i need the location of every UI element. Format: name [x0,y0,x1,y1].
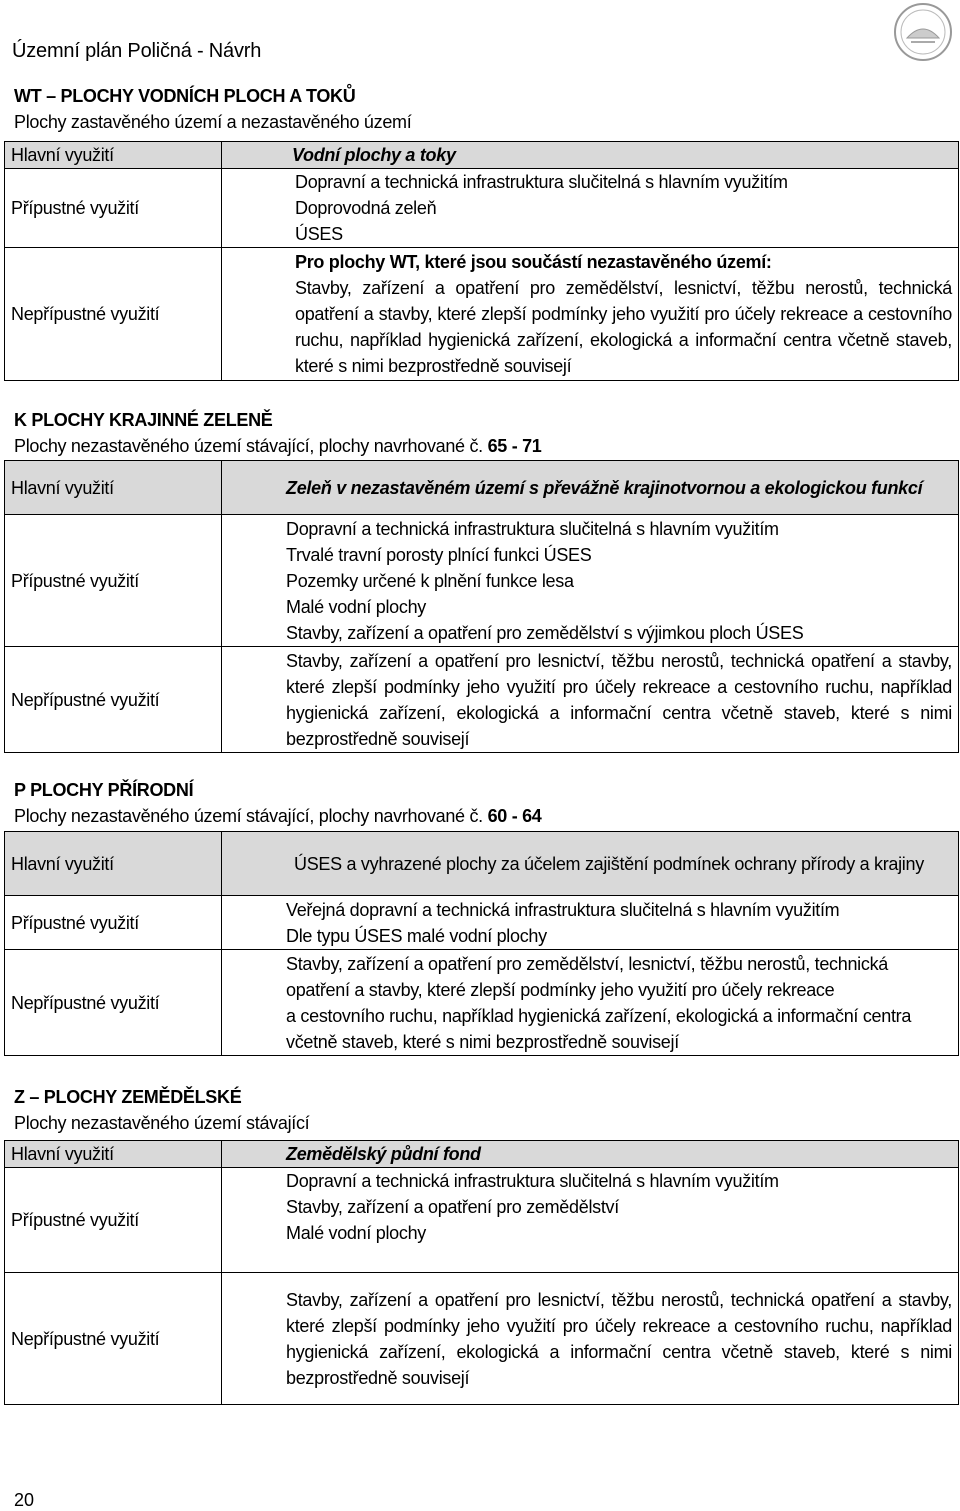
section-wt-subtitle: Plochy zastavěného území a nezastavěného území [14,112,412,132]
main-use-value: Zemědělský půdní fond [222,1141,959,1168]
section-z-subtitle: Plochy nezastavěného území stávající [14,1113,310,1133]
main-use-value: Zeleň v nezastavěném území s převážně krajinotvornou a ekologickou funkcí [222,461,959,515]
municipal-seal-logo [893,2,953,62]
forbidden-use-label: Nepřípustné využití [5,248,222,381]
list-item: Dle typu ÚSES malé vodní plochy [286,925,547,946]
list-item: Doprovodná zeleň [295,198,437,218]
section-k-subtitle: Plochy nezastavěného území stávající, plochy navrhované č. 65 - 71 [14,436,542,456]
page-number: 20 [14,1490,35,1510]
section-z-table [4,1140,959,1405]
allowed-use-list [222,896,959,950]
main-use-value: ÚSES a vyhrazené plochy za účelem zajištění podmínek ochrany přírody a krajiny [222,832,959,896]
list-item: Malé vodní plochy [286,1223,426,1243]
main-use-label: Hlavní využití [5,142,222,169]
allowed-use-list [222,169,959,248]
section-k-table [4,460,959,753]
allowed-use-list [222,1168,959,1273]
list-item: Dopravní a technická infrastruktura slučitelná s hlavním využitím [286,1171,779,1191]
section-wt-table [4,141,959,381]
forbidden-text: Stavby, zařízení a opatření pro zemědělství, lesnictví, těžbu nerostů, technická opatření a stavby, které zlepší podmínky jeho využití pro účely rekreace a cestovního ruchu, například hygienická zařízení, ekologická a informační centra včetně staveb, které s nimi bezprostředně souvisejí [295,278,952,376]
allowed-use-label: Přípustné využití [5,896,222,950]
document-header-title: Územní plán Poličná - Návrh [12,40,262,62]
allowed-use-label: Přípustné využití [5,515,222,647]
forbidden-use-label: Nepřípustné využití [5,950,222,1056]
list-item: ÚSES [295,224,343,244]
forbidden-text: Stavby, zařízení a opatření pro zemědělství, lesnictví, těžbu nerostů, technická opatření a stavby, které zlepší podmínky jeho využití pro účely rekreace a cestovního ruchu, například hygienická zařízení, ekologická a informační centra včetně staveb, které s nimi bezprostředně souvisejí [222,950,959,1056]
list-item: Malé vodní plochy [286,596,426,617]
section-k-title: K PLOCHY KRAJINNÉ ZELENĚ [14,410,273,430]
list-item: Veřejná dopravní a technická infrastruktura slučitelná s hlavním využitím [286,899,840,920]
forbidden-use-label: Nepřípustné využití [5,1273,222,1405]
section-p-table [4,831,959,1056]
list-item: Pozemky určené k plnění funkce lesa [286,570,574,591]
list-item: Trvalé travní porosty plnící funkci ÚSES [286,544,592,565]
forbidden-heading: Pro plochy WT, které jsou součástí nezastavěného území: [295,252,772,272]
forbidden-use-label: Nepřípustné využití [5,647,222,753]
section-z-title: Z – PLOCHY ZEMĚDĚLSKÉ [14,1087,242,1107]
main-use-label: Hlavní využití [5,832,222,896]
main-use-label: Hlavní využití [5,1141,222,1168]
section-wt-title: WT – PLOCHY VODNÍCH PLOCH A TOKŮ [14,86,356,106]
main-use-label: Hlavní využití [5,461,222,515]
main-use-value: Vodní plochy a toky [222,142,959,169]
allowed-use-list [222,515,959,647]
list-item: Dopravní a technická infrastruktura slučitelná s hlavním využitím [286,518,779,539]
list-item: Stavby, zařízení a opatření pro zemědělství [286,1197,619,1217]
section-p-title: P PLOCHY PŘÍRODNÍ [14,780,194,800]
list-item: Stavby, zařízení a opatření pro zemědělství s výjimkou ploch ÚSES [286,622,804,643]
forbidden-text: Stavby, zařízení a opatření pro lesnictví, těžbu nerostů, technická opatření a stavby, které zlepší podmínky jeho využití pro účely rekreace a cestovního ruchu, například hygienická zařízení, ekologická a informační centra včetně staveb, které s nimi bezprostředně souvisejí [222,1273,959,1405]
forbidden-use-cell [222,248,959,381]
list-item: Dopravní a technická infrastruktura slučitelná s hlavním využitím [295,172,788,192]
allowed-use-label: Přípustné využití [5,169,222,248]
section-p-subtitle: Plochy nezastavěného území stávající, plochy navrhované č. 60 - 64 [14,806,542,826]
allowed-use-label: Přípustné využití [5,1168,222,1273]
forbidden-text: Stavby, zařízení a opatření pro lesnictví, těžbu nerostů, technická opatření a stavby, které zlepší podmínky jeho využití pro účely rekreace a cestovního ruchu, například hygienická zařízení, ekologická a informační centra včetně staveb, které s nimi bezprostředně souvisejí [222,647,959,753]
